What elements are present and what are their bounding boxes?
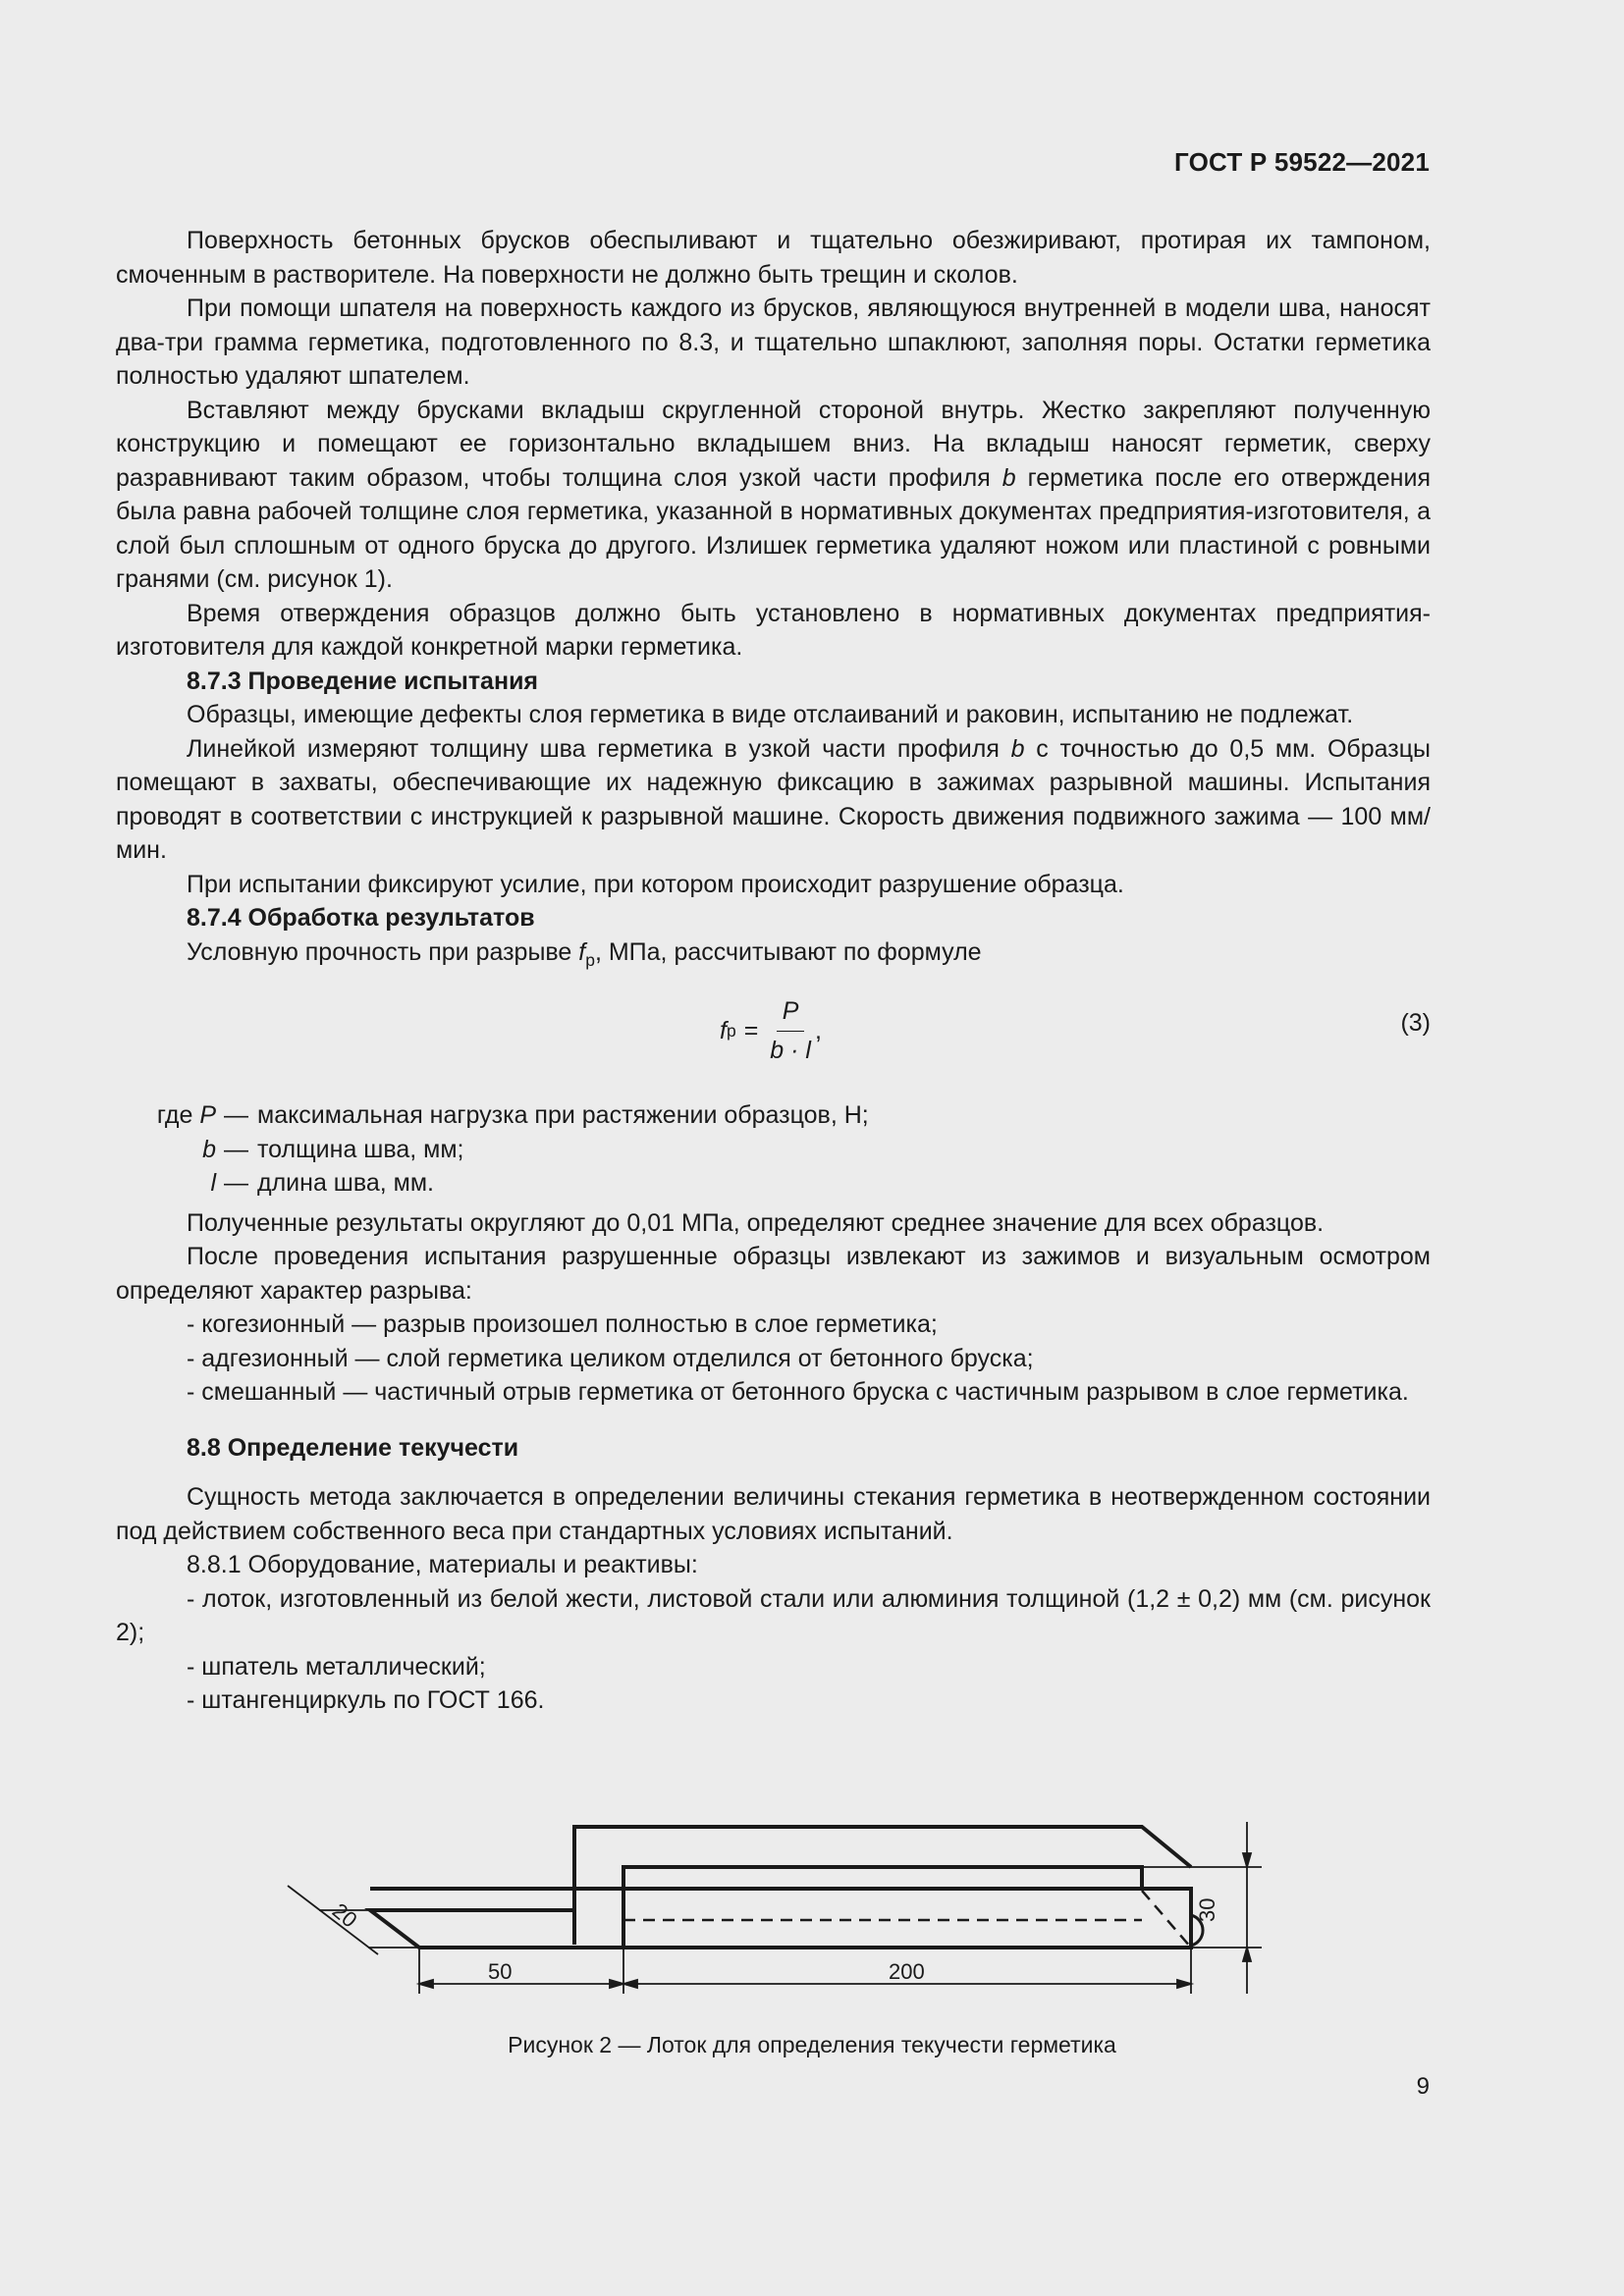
paragraph: При испытании фиксируют усилие, при котором происходит разрушение образца.	[187, 870, 1124, 898]
formula-lhs: f	[720, 1016, 727, 1044]
list-item: - смешанный — частичный отрыв герметика от бетонного бруска с частичным разрывом в слое герметика.	[187, 1378, 1409, 1406]
symbol-f: f	[578, 937, 586, 966]
text-run: Линейкой измеряют толщину шва герметика в узкой части профиля	[187, 734, 1011, 763]
section-heading-8-7-3: 8.7.3 Проведение испытания	[187, 667, 539, 695]
dimension-200: 200	[889, 1959, 925, 1984]
formula-fraction	[770, 994, 811, 1067]
dimension-50: 50	[488, 1959, 513, 1984]
paragraph: После проведения испытания разрушенные образцы извлекают из зажимов и визуальным осмотром определяют характер разрыва:	[116, 1243, 1431, 1305]
list-item: - когезионный — разрыв произошел полностью в слое герметика;	[187, 1310, 938, 1338]
formula-denominator: b · l	[770, 1036, 811, 1064]
section-heading-8-7-4: 8.7.4 Обработка результатов	[187, 904, 535, 932]
document-header: ГОСТ Р 59522—2021	[1174, 147, 1430, 177]
tray-upper-wall	[574, 1827, 1191, 1945]
formula-numerator: P	[777, 994, 805, 1032]
subscript-r: р	[585, 949, 595, 970]
figure-caption: Рисунок 2 — Лоток для определения текучести герметика	[508, 2032, 1116, 2057]
text-run: , МПа, рассчитывают по формуле	[594, 937, 982, 966]
definition-row	[116, 1098, 1431, 1133]
definition-text: длина шва, мм.	[257, 1169, 434, 1197]
definitions-list	[116, 1098, 1431, 1201]
formula-3	[116, 985, 1431, 1081]
symbol-b: b	[1010, 734, 1025, 763]
definition-symbol-text: P	[199, 1101, 216, 1129]
definition-text: максимальная нагрузка при растяжении образцов, Н;	[257, 1101, 869, 1129]
definition-prefix: где	[156, 1101, 200, 1129]
dimension-30: 30	[1195, 1897, 1219, 1922]
tray-body	[370, 1889, 1191, 1948]
formula-body	[720, 994, 822, 1067]
hidden-edge	[1142, 1891, 1191, 1948]
page-number: 9	[1416, 2073, 1430, 2100]
paragraph: При помощи шпателя на поверхность каждого из брусков, являющуюся внутренней в модели шва, наносят два-три грамма герметика, подготовленного по 8.3, и тщательно шпаклюют, заполняя поры. Остатки герметика полностью удаляют шпателем.	[116, 294, 1431, 390]
definition-row	[116, 1133, 1431, 1167]
text-run: Вставляют между брусками вкладыш скругленной стороной внутрь. Жестко закрепляют полученную конструкцию и помещают ее горизонтально вкладышем вниз. На вкладыш наносят герметик, сверху разравнивают таким образом, чтобы толщина слоя узкой части профиля	[116, 396, 1431, 492]
formula-equals: =	[743, 1016, 759, 1044]
definition-row	[116, 1166, 1431, 1201]
definition-symbol-text: b	[202, 1135, 216, 1163]
figure-2-tray-drawing	[280, 1812, 1272, 1999]
tray-inner-wall	[623, 1867, 1142, 1948]
paragraph	[116, 732, 1431, 868]
dimension-20: 20	[327, 1897, 362, 1933]
body-text	[116, 224, 1431, 1718]
list-item: - лоток, изготовленный из белой жести, листовой стали или алюминия толщиной (1,2 ± 0,2) мм (см. рисунок 2);	[116, 1584, 1431, 1646]
paragraph: Образцы, имеющие дефекты слоя герметика в виде отслаиваний и раковин, испытанию не подлежат.	[187, 701, 1354, 728]
list-item: - шпатель металлический;	[187, 1652, 486, 1681]
text-run: с точностью до 0,5 мм. Образцы помещают в захваты, обеспечивающие их надежную фиксацию в зажимах разрывной машины. Испытания проводят в соответствии с инструкцией к разрывной машине. Скорость движения подвижного зажима — 100 мм/мин.	[116, 734, 1432, 864]
section-heading-8-8: 8.8 Определение текучести	[187, 1433, 519, 1462]
list-item: - адгезионный — слой герметика целиком отделился от бетонного бруска;	[187, 1344, 1034, 1372]
paragraph: Сущность метода заключается в определении величины стекания герметика в неотвержденном состоянии под действием собственного веса при стандартных условиях испытаний.	[116, 1483, 1431, 1545]
symbol-b: b	[1001, 463, 1016, 492]
list-item: - штангенциркуль по ГОСТ 166.	[187, 1686, 545, 1714]
definition-symbol-text: l	[210, 1169, 216, 1197]
formula-lhs-sub: р	[726, 1020, 736, 1041]
paragraph: Поверхность бетонных брусков обеспыливают и тщательно обезжиривают, протирая их тампоном, смоченным в растворителе. На поверхности не должно быть трещин и сколов.	[116, 227, 1431, 289]
paragraph	[116, 935, 1431, 978]
paragraph: Полученные результаты округляют до 0,01 МПа, определяют среднее значение для всех образцов.	[187, 1208, 1325, 1237]
definition-symbol	[116, 1098, 224, 1133]
definition-symbol	[116, 1166, 224, 1201]
definition-dash: —	[224, 1169, 248, 1197]
definition-symbol	[116, 1133, 224, 1167]
paragraph: Время отверждения образцов должно быть установлено в нормативных документах предприятия-изготовителя для каждой конкретной марки герметика.	[116, 599, 1431, 661]
equation-number: (3)	[1400, 1009, 1431, 1037]
paragraph: 8.8.1 Оборудование, материалы и реактивы:	[187, 1551, 698, 1578]
definition-dash: —	[224, 1135, 248, 1163]
formula-comma: ,	[814, 1016, 822, 1044]
text-run: Условную прочность при разрыве	[187, 937, 579, 966]
text-run: герметика после его отверждения была равна рабочей толщине слоя герметика, указанной в нормативных документах предприятия-изготовителя, а слой был сплошным от одного бруска до другого. Излишек герметика удаляют ножом или пластиной с ровными гранями (см. рисунок 1).	[116, 463, 1431, 593]
paragraph	[116, 394, 1431, 597]
definition-text: толщина шва, мм;	[257, 1135, 464, 1163]
definition-dash: —	[224, 1101, 248, 1129]
